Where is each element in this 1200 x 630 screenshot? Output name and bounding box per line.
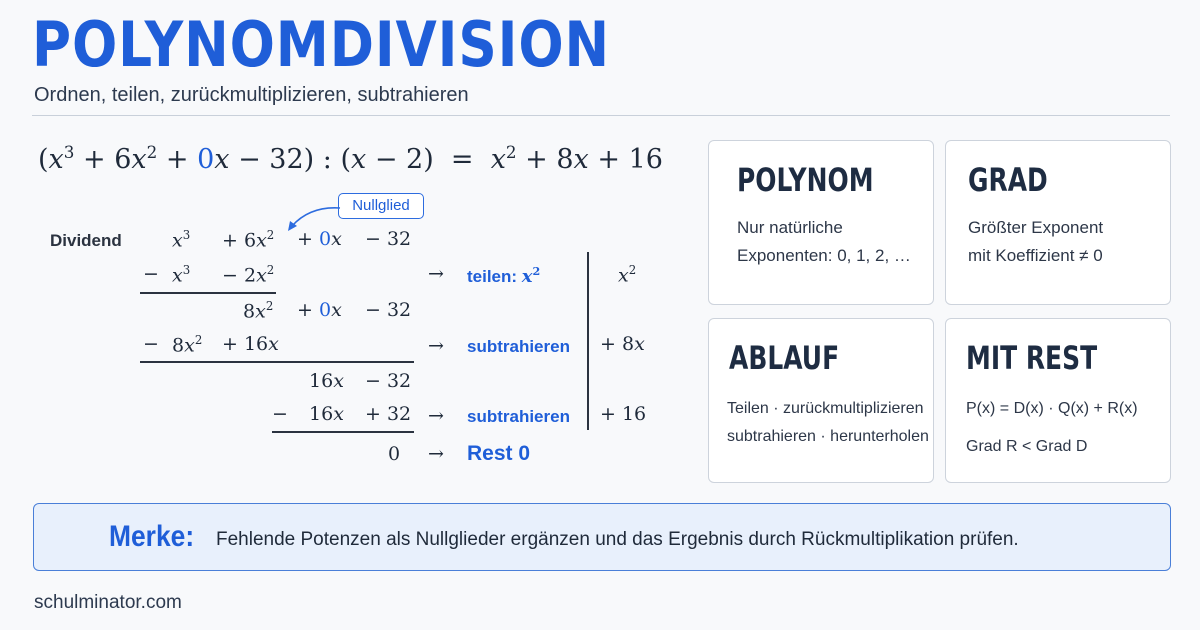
sub1-minus: − xyxy=(143,263,159,285)
quotient-separator xyxy=(587,252,589,430)
nullglied-badge: Nullglied xyxy=(338,193,424,219)
final-remainder: 0 xyxy=(388,443,401,465)
page-title: POLYNOMDIVISION xyxy=(32,8,611,81)
step2-arrow: → xyxy=(428,335,444,357)
step1-label: teilen: $x^2$ xyxy=(467,265,541,287)
card-grad-title: GRAD xyxy=(968,161,1048,199)
line-1 xyxy=(140,292,276,294)
step2-label: subtrahieren xyxy=(467,337,570,356)
card-grad xyxy=(945,140,1171,305)
main-formula: $(x^3 + 6x^2 + 0x - 32)$ : $(x - 2) = x^2 + 8x + 16$ xyxy=(38,142,663,175)
sub1-term-2x2: − $2x^2$ xyxy=(222,263,275,287)
dividend-term-6x2: + $6x^2$ xyxy=(222,228,275,252)
rem1-term-8x2: $8x^2$ xyxy=(243,299,274,323)
rem1-zero: 0 xyxy=(318,299,332,321)
quotient-term-x2: $x^2$ xyxy=(618,263,637,287)
formula-zero: 0 xyxy=(197,144,215,175)
rem1-term-0x: + 0x xyxy=(297,299,342,321)
step1-arrow: → xyxy=(428,263,444,285)
quotient-term-8x: + 8x xyxy=(600,333,645,355)
header-divider xyxy=(32,115,1170,116)
sub2-term-8x2: $8x^2$ xyxy=(172,333,203,357)
card-polynom-title: POLYNOM xyxy=(737,161,874,199)
rem2-term-16x: 16x xyxy=(309,370,344,392)
dividend-label: Dividend xyxy=(50,231,122,250)
quotient-term-16: + 16 xyxy=(600,403,647,425)
card-ablauf xyxy=(708,318,934,483)
card-mitrest-title: MIT REST xyxy=(966,339,1098,377)
step1-teilen-text: teilen: xyxy=(467,267,522,286)
card-polynom-line1: Nur natürliche xyxy=(737,218,843,237)
card-ablauf-line1: Teilen · zurückmultiplizieren xyxy=(727,400,924,417)
footer-site: schulminator.com xyxy=(34,592,182,613)
sub3-term-32: + 32 xyxy=(365,403,412,425)
card-mitrest-line2: Grad R < Grad D xyxy=(966,438,1088,455)
dividend-term-32: − 32 xyxy=(365,228,412,250)
merke-box xyxy=(33,503,1171,571)
line-2 xyxy=(140,361,414,363)
card-polynom-line2: Exponenten: 0, 1, 2, … xyxy=(737,246,911,265)
step3-label: subtrahieren xyxy=(467,407,570,426)
rest-arrow: → xyxy=(428,443,444,465)
merke-label: Merke: xyxy=(109,520,195,553)
card-ablauf-title: ABLAUF xyxy=(729,339,840,377)
merke-text: Fehlende Potenzen als Nullglieder ergänzen und das Ergebnis durch Rückmultiplikation prüfen. xyxy=(216,529,1019,550)
card-mitrest-line1: P(x) = D(x) · Q(x) + R(x) xyxy=(966,400,1138,417)
sub3-minus: − xyxy=(272,403,288,425)
card-ablauf-line2: subtrahieren · herunterholen xyxy=(727,428,929,445)
card-polynom xyxy=(708,140,934,305)
card-grad-line1: Größter Exponent xyxy=(968,218,1104,237)
dividend-term-0x: + 0x xyxy=(297,228,342,250)
card-mitrest xyxy=(945,318,1171,483)
dividend-zero: 0 xyxy=(318,228,332,250)
sub2-term-16x: + 16x xyxy=(222,333,279,355)
step3-arrow: → xyxy=(428,405,444,427)
rest-label: Rest 0 xyxy=(467,442,531,465)
sub3-term-16x: 16x xyxy=(309,403,344,425)
rem2-term-32: − 32 xyxy=(365,370,412,392)
rem1-term-32: − 32 xyxy=(365,299,412,321)
dividend-term-x3: $x^3$ xyxy=(172,228,191,252)
page-subtitle: Ordnen, teilen, zurückmultiplizieren, subtrahieren xyxy=(34,84,469,106)
sub2-minus: − xyxy=(143,333,159,355)
sub1-term-x3: $x^3$ xyxy=(172,263,191,287)
card-grad-line2: mit Koeffizient ≠ 0 xyxy=(968,246,1103,265)
line-3 xyxy=(272,431,414,433)
